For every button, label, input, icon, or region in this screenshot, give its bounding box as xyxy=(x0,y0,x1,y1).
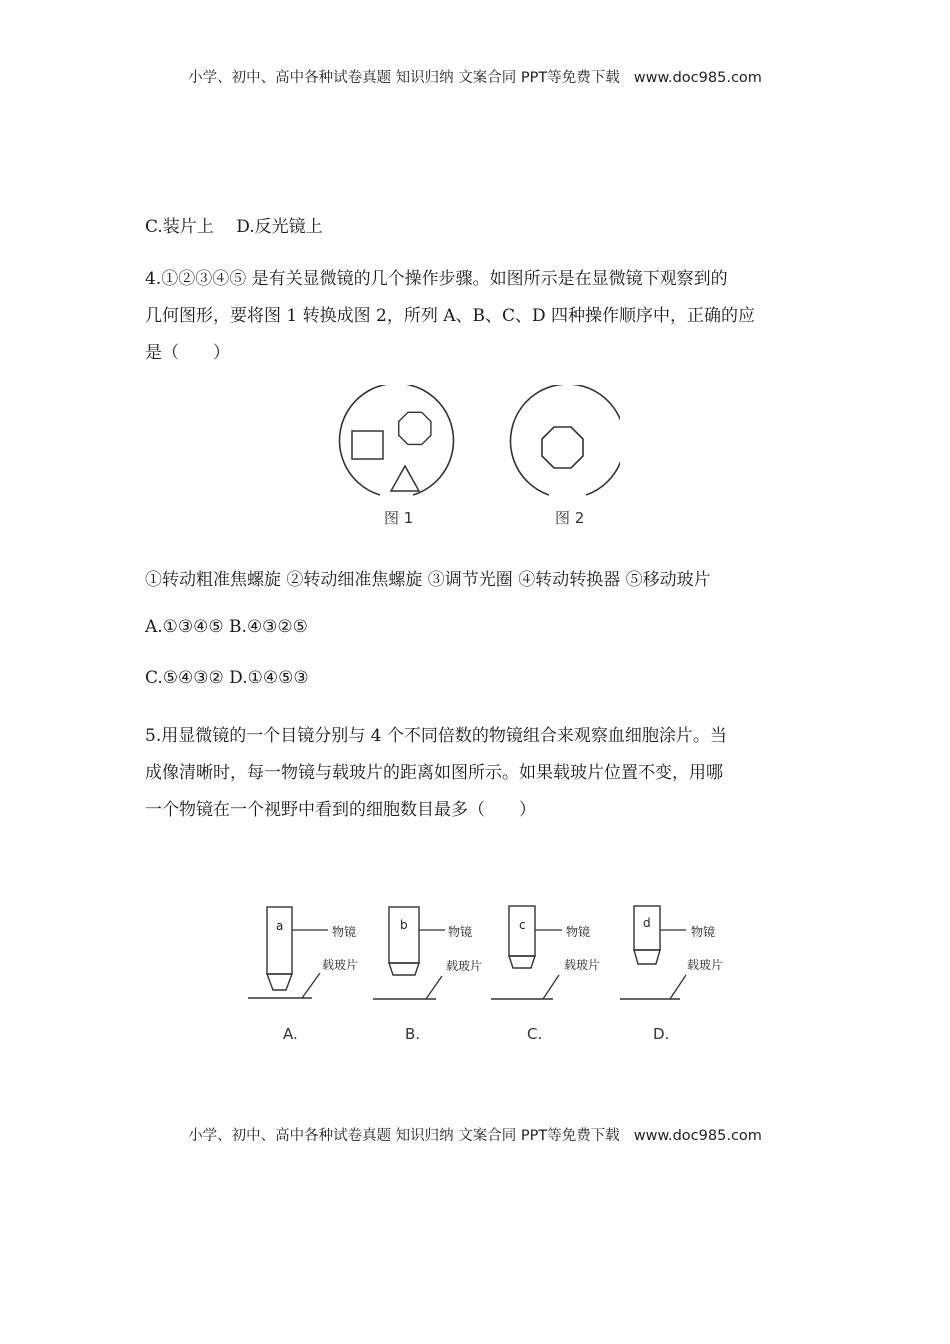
q4-figure xyxy=(330,385,620,507)
objective-b xyxy=(373,907,482,999)
fig1-octagon xyxy=(399,412,431,444)
objective-c-lens-label: 物镜 xyxy=(566,925,591,939)
fig1-field-of-view xyxy=(340,385,454,495)
fig2-label: 图 2 xyxy=(555,509,585,527)
option-c-caption: C. xyxy=(527,1025,543,1043)
objective-d-slide-label: 载玻片 xyxy=(687,958,724,972)
header-site: www.doc985.com xyxy=(633,70,762,86)
option-b-caption: B. xyxy=(405,1025,421,1043)
objective-c-letter: c xyxy=(519,918,526,932)
q4-stem-line-1: 4.①②③④⑤ 是有关显微镜的几个操作步骤。如图所示是在显微镜下观察到的 xyxy=(145,269,728,289)
objective-b-slide-label: 载玻片 xyxy=(446,959,483,973)
footer-text: 小学、初中、高中各种试卷真题 知识归纳 文案合同 PPT等免费下载 xyxy=(188,1128,620,1144)
objective-a xyxy=(248,907,358,998)
q5-stem-line-2: 成像清晰时，每一物镜与载玻片的距离如图所示。如果载玻片位置不变，用哪 xyxy=(145,763,723,783)
option-a-caption: A. xyxy=(283,1025,298,1043)
fig1-square xyxy=(352,431,383,459)
page-header xyxy=(0,66,950,87)
fig2-field-of-view xyxy=(511,385,620,495)
objective-b-letter: b xyxy=(400,918,408,932)
objective-c-slide-label: 载玻片 xyxy=(564,958,601,972)
q4-option-row-1: A.①③④⑤ B.④③②⑤ xyxy=(145,617,308,637)
fig1-triangle xyxy=(391,466,419,491)
objective-d-lens-label: 物镜 xyxy=(691,925,716,939)
q4-stem-line-2: 几何图形，要将图 1 转换成图 2，所列 A、B、C、D 四种操作顺序中，正确的应 xyxy=(145,306,756,326)
objective-a-letter: a xyxy=(276,919,284,933)
footer-site: www.doc985.com xyxy=(633,1128,762,1144)
objective-a-lens-label: 物镜 xyxy=(332,925,357,939)
q5-stem-line-1: 5.用显微镜的一个目镜分别与 4 个不同倍数的物镜组合来观察血细胞涂片。当 xyxy=(145,726,727,746)
objective-d-letter: d xyxy=(643,916,651,930)
objective-d xyxy=(620,906,723,999)
objective-a-slide-label: 载玻片 xyxy=(322,958,359,972)
q3-options: C.装片上 D.反光镜上 xyxy=(145,217,323,237)
page-footer xyxy=(0,1124,950,1145)
objective-c xyxy=(491,906,600,999)
fig1-label: 图 1 xyxy=(384,509,414,527)
q4-steps: ①转动粗准焦螺旋 ②转动细准焦螺旋 ③调节光圈 ④转动转换器 ⑤移动玻片 xyxy=(145,570,711,590)
q4-option-row-2: C.⑤④③② D.①④⑤③ xyxy=(145,668,309,688)
q5-figure xyxy=(240,895,740,1010)
header-text: 小学、初中、高中各种试卷真题 知识归纳 文案合同 PPT等免费下载 xyxy=(188,70,620,86)
q4-stem-line-3: 是（ ） xyxy=(145,343,230,363)
fig2-octagon xyxy=(542,427,583,468)
q5-stem-line-3: 一个物镜在一个视野中看到的细胞数目最多（ ） xyxy=(145,800,536,820)
objective-b-lens-label: 物镜 xyxy=(448,925,473,939)
option-d-caption: D. xyxy=(653,1025,670,1043)
